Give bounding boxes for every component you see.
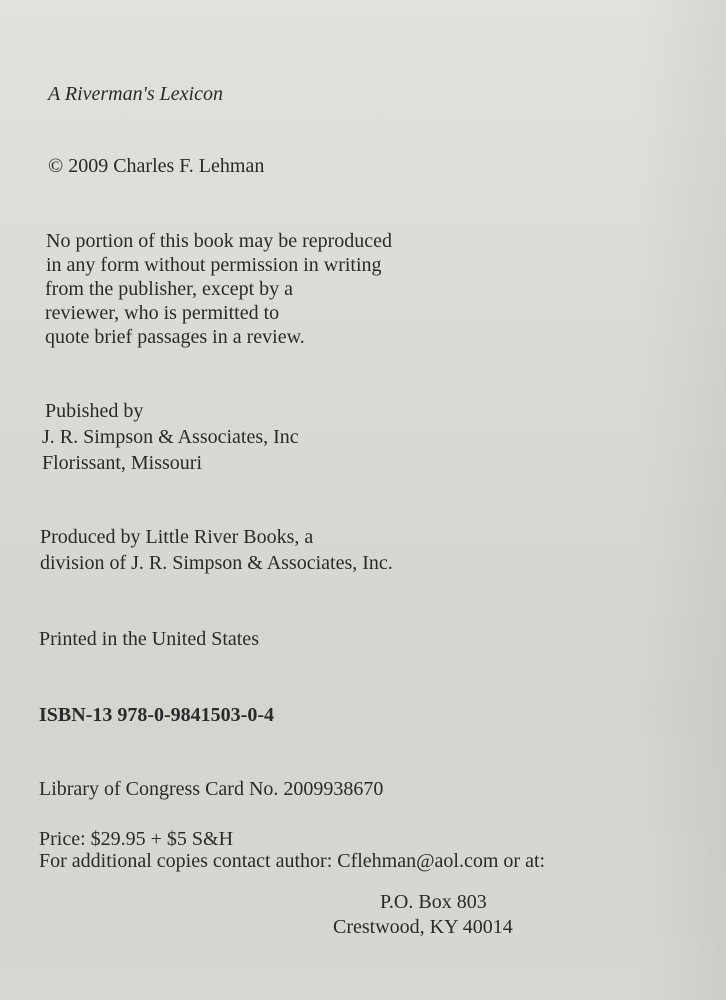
library-line: Library of Congress Card No. 2009938670 <box>39 778 384 800</box>
printed-line: Printed in the United States <box>39 628 259 650</box>
published-line-2: J. R. Simpson & Associates, Inc <box>42 426 299 448</box>
isbn-line: ISBN-13 978-0-9841503-0-4 <box>39 704 274 726</box>
rights-line-1: No portion of this book may be reproduced <box>46 230 393 252</box>
rights-line-2: in any form without permission in writing <box>46 254 382 276</box>
published-line-3: Florissant, Missouri <box>42 452 203 474</box>
produced-line-2: division of J. R. Simpson & Associates, Inc. <box>40 552 393 574</box>
rights-line-5: quote brief passages in a review. <box>45 326 305 348</box>
contact-line: For additional copies contact author: Cflehman@aol.com or at: <box>39 850 546 872</box>
published-line-1: Pubished by <box>45 400 144 422</box>
book-title: A Riverman's Lexicon <box>48 83 223 105</box>
rights-line-3: from the publisher, except by a <box>45 278 294 300</box>
address-line-1: P.O. Box 803 <box>380 891 487 913</box>
address-line-2: Crestwood, KY 40014 <box>333 916 513 938</box>
produced-line-1: Produced by Little River Books, a <box>40 526 314 548</box>
rights-line-4: reviewer, who is permitted to <box>45 302 280 324</box>
price-line: Price: $29.95 + $5 S&H <box>39 828 234 850</box>
copyright-line: © 2009 Charles F. Lehman <box>48 155 265 177</box>
